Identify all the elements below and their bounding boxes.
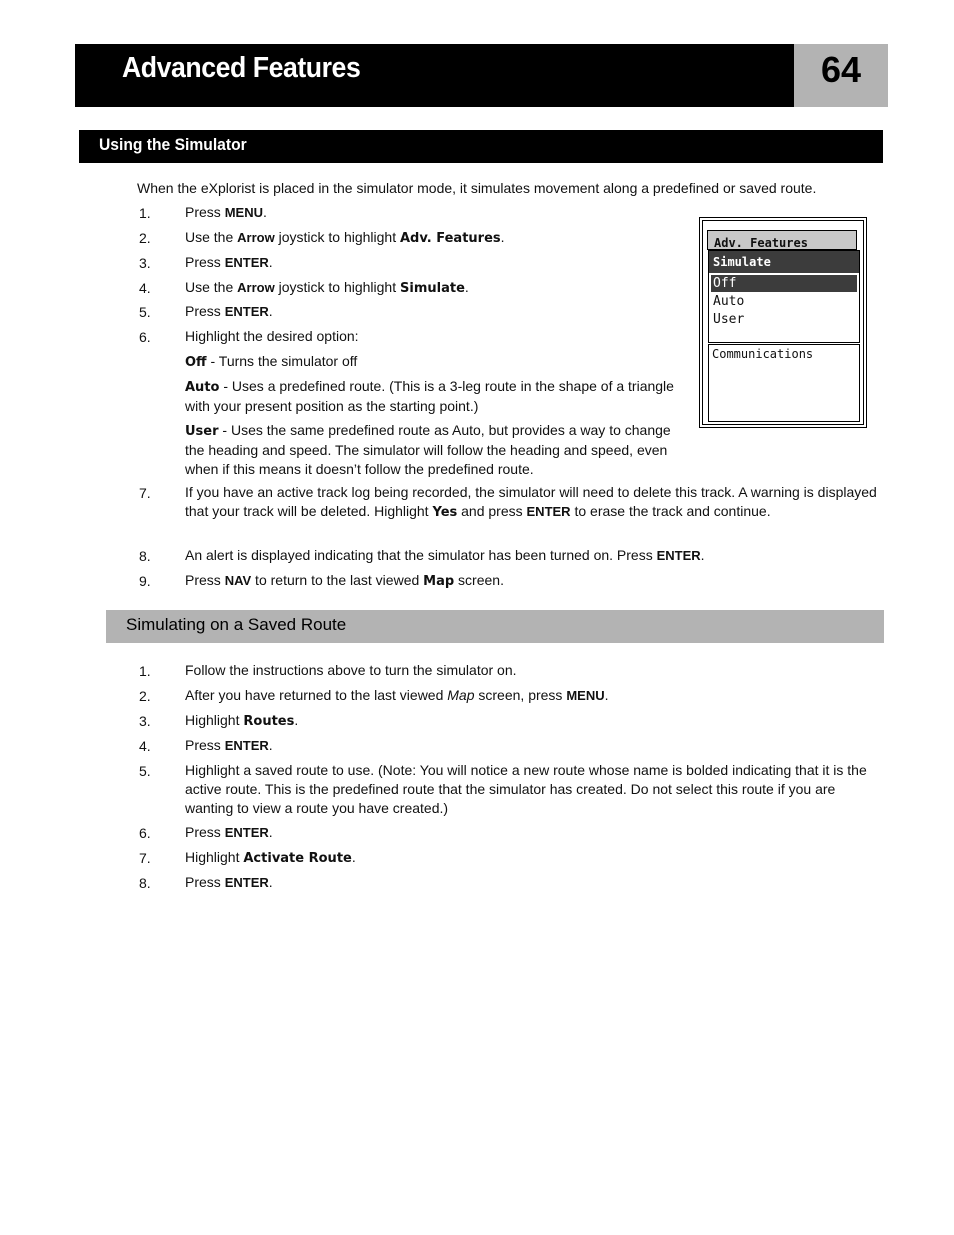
step-text: Highlight a saved route to use. (Note: You will notice a new route whose name is bolded indicating that it is the active route. This is the predefined route that the simulator has created. Do not select this route if you are wanting to view a route you have created.) xyxy=(185,762,867,816)
device-option-off: Off xyxy=(711,275,857,292)
intro-paragraph: When the eXplorist is placed in the simulator mode, it simulates movement along a predefined or saved route. xyxy=(137,180,817,196)
device-screen-illustration xyxy=(699,217,867,428)
step-text: Highlight Activate Route. xyxy=(185,849,356,866)
step-number: 7. xyxy=(139,485,151,501)
step-number: 6. xyxy=(139,329,151,345)
section-heading-simulator xyxy=(79,130,883,163)
step-text: Follow the instructions above to turn the simulator on. xyxy=(185,662,517,678)
option-user: User - Uses the same predefined route as Auto, but provides a way to change the heading and speed. The simulator will follow the heading and speed, even when if this means it doesn’t follow the predefined route. xyxy=(185,422,671,477)
step-text: Press ENTER. xyxy=(185,824,273,840)
step-number: 3. xyxy=(139,713,151,729)
device-option-auto: Auto xyxy=(713,294,745,309)
step-number: 4. xyxy=(139,738,151,754)
step-number: 8. xyxy=(139,875,151,891)
device-option-user: User xyxy=(713,312,745,327)
device-list-item: Communications xyxy=(712,347,814,361)
page-number: 64 xyxy=(794,44,888,107)
option-auto: Auto - Uses a predefined route. (This is a 3-leg route in the shape of a triangle with your present position as the starting point.) xyxy=(185,378,674,414)
step-text: After you have returned to the last viewed Map screen, press MENU. xyxy=(185,687,609,703)
device-menu-title: Adv. Features xyxy=(707,230,857,250)
step-number: 4. xyxy=(139,280,151,296)
step-text: If you have an active track log being recorded, the simulator will need to delete this track. A warning is displayed that your track will be deleted. Highlight Yes and press ENTER to erase the track and continue. xyxy=(185,484,877,520)
step-text: Press ENTER. xyxy=(185,737,273,753)
step-number: 3. xyxy=(139,255,151,271)
page-header xyxy=(75,44,794,107)
step-number: 6. xyxy=(139,825,151,841)
step-number: 9. xyxy=(139,573,151,589)
step-text: Highlight the desired option: xyxy=(185,328,359,344)
step-number: 5. xyxy=(139,304,151,320)
device-menu-header: Simulate xyxy=(709,251,859,273)
step-number: 2. xyxy=(139,688,151,704)
device-simulate-menu xyxy=(708,250,860,343)
step-text: An alert is displayed indicating that the simulator has been turned on. Press ENTER. xyxy=(185,547,705,563)
section-heading-saved-route xyxy=(106,610,884,643)
step-text: Highlight Routes. xyxy=(185,712,299,729)
step-text: Use the Arrow joystick to highlight Simulate. xyxy=(185,279,469,296)
step-text: Press NAV to return to the last viewed Map screen. xyxy=(185,572,504,589)
section-title: Simulating on a Saved Route xyxy=(126,615,347,634)
step-number: 2. xyxy=(139,230,151,246)
step-number: 7. xyxy=(139,850,151,866)
device-list xyxy=(708,344,860,422)
step-number: 1. xyxy=(139,663,151,679)
step-text: Press ENTER. xyxy=(185,254,273,270)
page-title: Advanced Features xyxy=(122,52,361,84)
section-title: Using the Simulator xyxy=(99,135,247,154)
step-text: Press ENTER. xyxy=(185,303,273,319)
step-text: Press MENU. xyxy=(185,204,267,220)
option-off: Off - Turns the simulator off xyxy=(185,353,358,370)
step-number: 8. xyxy=(139,548,151,564)
step-number: 5. xyxy=(139,763,151,779)
step-number: 1. xyxy=(139,205,151,221)
step-text: Use the Arrow joystick to highlight Adv. Features. xyxy=(185,229,505,246)
step-text: Press ENTER. xyxy=(185,874,273,890)
